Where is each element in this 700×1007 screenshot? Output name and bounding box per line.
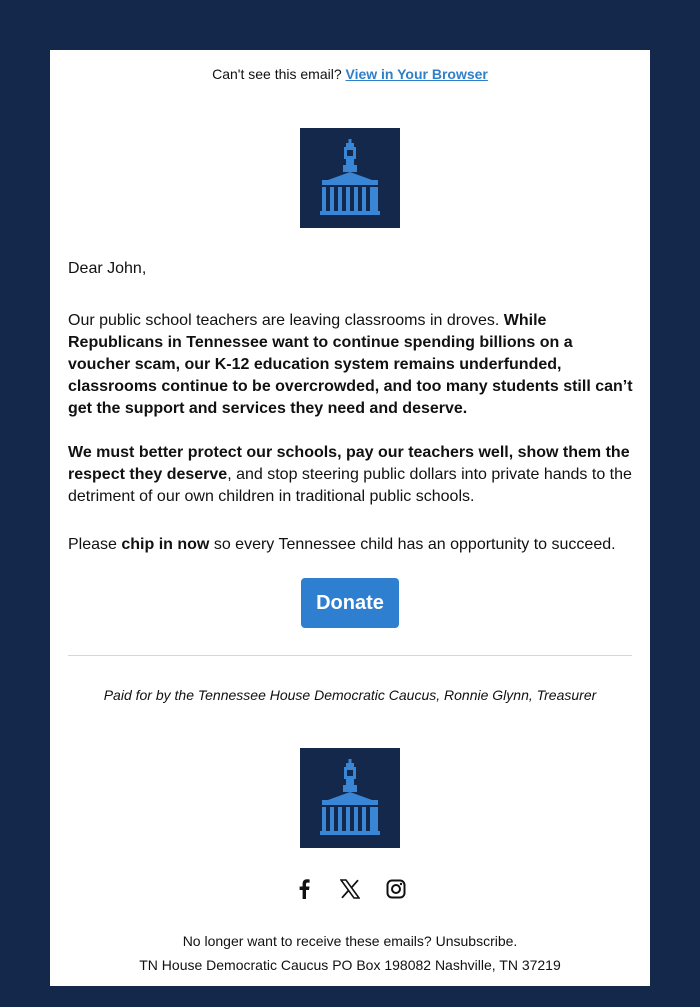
view-in-browser-link[interactable]: View in Your Browser — [345, 66, 488, 82]
paragraph-teachers — [68, 310, 636, 420]
capitol-icon — [300, 748, 400, 848]
paid-for-disclaimer: Paid for by the Tennessee House Democratic Caucus, Ronnie Glynn, Treasurer — [103, 687, 597, 703]
instagram-icon[interactable] — [386, 878, 406, 900]
view-in-browser-line — [50, 66, 650, 82]
divider — [68, 655, 632, 656]
donate-button[interactable]: Donate — [301, 578, 399, 628]
unsubscribe-text[interactable]: No longer want to receive these emails? Unsubscribe. — [182, 933, 518, 949]
greeting: Dear John, — [68, 260, 147, 277]
capitol-logo — [300, 128, 400, 228]
capitol-logo-footer — [300, 748, 400, 848]
x-icon[interactable] — [340, 878, 360, 900]
email-card — [50, 50, 650, 986]
paragraph-chip-in — [68, 534, 636, 556]
paragraph-protect-schools — [68, 442, 636, 508]
capitol-icon — [300, 128, 400, 228]
social-links — [50, 878, 650, 900]
paragraph3-after: so every Tennessee child has an opportunity to succeed. — [209, 536, 616, 553]
paragraph2-plain: , and stop steering public dollars into private hands to the detriment of our own children in traditional public schools. — [68, 466, 632, 505]
mailing-address: TN House Democratic Caucus PO Box 198082 Nashville, TN 37219 — [139, 957, 561, 973]
view-in-browser-prompt: Can't see this email? — [212, 66, 342, 82]
paragraph2-bold: We must better protect our schools, pay our teachers well, show them the respect they deserve — [68, 444, 630, 483]
paragraph3-before: Please — [68, 536, 122, 553]
paragraph1-bold: While Republicans in Tennessee want to continue spending billions on a voucher scam, our K-12 education system remains underfunded, classrooms continue to be overcrowded, and too many students still can’t get the support and services they need and deserve. — [68, 312, 633, 417]
paragraph1-plain: Our public school teachers are leaving classrooms in droves. — [68, 312, 504, 329]
facebook-icon[interactable] — [294, 878, 314, 900]
paragraph3-bold: chip in now — [121, 536, 210, 553]
